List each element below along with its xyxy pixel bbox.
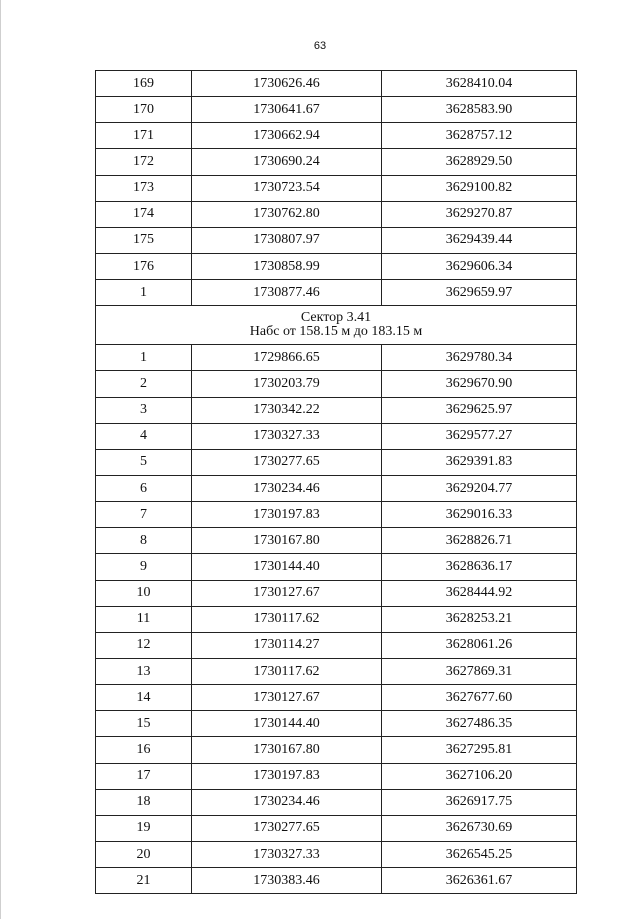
point-number: 11: [96, 606, 192, 632]
x-coordinate: 1730626.46: [192, 71, 382, 97]
table-section-bottom: [96, 345, 577, 894]
y-coordinate: 3628061.26: [382, 632, 577, 658]
table-row: [96, 253, 577, 279]
table-row: [96, 397, 577, 423]
table-row: [96, 528, 577, 554]
y-coordinate: 3629606.34: [382, 253, 577, 279]
table-row: [96, 815, 577, 841]
y-coordinate: 3629659.97: [382, 280, 577, 306]
x-coordinate: 1730858.99: [192, 253, 382, 279]
y-coordinate: 3629439.44: [382, 227, 577, 253]
y-coordinate: 3629670.90: [382, 371, 577, 397]
x-coordinate: 1730877.46: [192, 280, 382, 306]
table-row: [96, 371, 577, 397]
x-coordinate: 1730167.80: [192, 737, 382, 763]
point-number: 172: [96, 149, 192, 175]
sector-header: [96, 306, 577, 345]
y-coordinate: 3626361.67: [382, 868, 577, 894]
point-number: 171: [96, 123, 192, 149]
table-row: [96, 868, 577, 894]
point-number: 17: [96, 763, 192, 789]
point-number: 19: [96, 815, 192, 841]
point-number: 13: [96, 658, 192, 684]
table-row: [96, 71, 577, 97]
point-number: 12: [96, 632, 192, 658]
y-coordinate: 3628583.90: [382, 97, 577, 123]
page-number: 63: [313, 40, 327, 52]
y-coordinate: 3626917.75: [382, 789, 577, 815]
point-number: 6: [96, 475, 192, 501]
x-coordinate: 1730762.80: [192, 201, 382, 227]
x-coordinate: 1730197.83: [192, 763, 382, 789]
x-coordinate: 1730342.22: [192, 397, 382, 423]
table-section-top: [96, 71, 577, 306]
x-coordinate: 1730234.46: [192, 789, 382, 815]
table-row: [96, 123, 577, 149]
table-row: [96, 449, 577, 475]
point-number: 20: [96, 841, 192, 867]
x-coordinate: 1730114.27: [192, 632, 382, 658]
x-coordinate: 1730167.80: [192, 528, 382, 554]
y-coordinate: 3627869.31: [382, 658, 577, 684]
point-number: 10: [96, 580, 192, 606]
table-row: [96, 502, 577, 528]
point-number: 173: [96, 175, 192, 201]
point-number: 8: [96, 528, 192, 554]
point-number: 1: [96, 280, 192, 306]
y-coordinate: 3628757.12: [382, 123, 577, 149]
table-row: [96, 345, 577, 371]
y-coordinate: 3626730.69: [382, 815, 577, 841]
table-row: [96, 841, 577, 867]
y-coordinate: 3628253.21: [382, 606, 577, 632]
y-coordinate: 3629780.34: [382, 345, 577, 371]
x-coordinate: 1730723.54: [192, 175, 382, 201]
table-row: [96, 175, 577, 201]
y-coordinate: 3629100.82: [382, 175, 577, 201]
page-edge: [0, 0, 1, 919]
y-coordinate: 3629270.87: [382, 201, 577, 227]
point-number: 16: [96, 737, 192, 763]
point-number: 169: [96, 71, 192, 97]
point-number: 170: [96, 97, 192, 123]
point-number: 4: [96, 423, 192, 449]
x-coordinate: 1730127.67: [192, 685, 382, 711]
y-coordinate: 3628929.50: [382, 149, 577, 175]
point-number: 14: [96, 685, 192, 711]
table-row: [96, 711, 577, 737]
table-row: [96, 554, 577, 580]
table-row: [96, 280, 577, 306]
sector-title: Сектор 3.41: [300, 310, 372, 326]
x-coordinate: 1730277.65: [192, 449, 382, 475]
point-number: 175: [96, 227, 192, 253]
x-coordinate: 1730690.24: [192, 149, 382, 175]
table-row: [96, 658, 577, 684]
x-coordinate: 1730277.65: [192, 815, 382, 841]
table-row: [96, 227, 577, 253]
x-coordinate: 1729866.65: [192, 345, 382, 371]
y-coordinate: 3629577.27: [382, 423, 577, 449]
x-coordinate: 1730197.83: [192, 502, 382, 528]
y-coordinate: 3628444.92: [382, 580, 577, 606]
table-row: [96, 475, 577, 501]
x-coordinate: 1730383.46: [192, 868, 382, 894]
point-number: 5: [96, 449, 192, 475]
table-row: [96, 97, 577, 123]
y-coordinate: 3628636.17: [382, 554, 577, 580]
point-number: 7: [96, 502, 192, 528]
x-coordinate: 1730662.94: [192, 123, 382, 149]
point-number: 1: [96, 345, 192, 371]
point-number: 9: [96, 554, 192, 580]
x-coordinate: 1730203.79: [192, 371, 382, 397]
y-coordinate: 3628410.04: [382, 71, 577, 97]
y-coordinate: 3627486.35: [382, 711, 577, 737]
y-coordinate: 3629016.33: [382, 502, 577, 528]
x-coordinate: 1730327.33: [192, 841, 382, 867]
y-coordinate: 3628826.71: [382, 528, 577, 554]
y-coordinate: 3627677.60: [382, 685, 577, 711]
point-number: 18: [96, 789, 192, 815]
table-row: [96, 606, 577, 632]
table-row: [96, 632, 577, 658]
sector-cell: [96, 306, 577, 345]
x-coordinate: 1730327.33: [192, 423, 382, 449]
point-number: 15: [96, 711, 192, 737]
point-number: 2: [96, 371, 192, 397]
x-coordinate: 1730144.40: [192, 554, 382, 580]
y-coordinate: 3629391.83: [382, 449, 577, 475]
x-coordinate: 1730117.62: [192, 658, 382, 684]
table-row: [96, 685, 577, 711]
y-coordinate: 3629625.97: [382, 397, 577, 423]
point-number: 21: [96, 868, 192, 894]
table-row: [96, 789, 577, 815]
table-row: [96, 423, 577, 449]
table-row: [96, 763, 577, 789]
point-number: 174: [96, 201, 192, 227]
y-coordinate: 3627295.81: [382, 737, 577, 763]
x-coordinate: 1730807.97: [192, 227, 382, 253]
x-coordinate: 1730117.62: [192, 606, 382, 632]
point-number: 3: [96, 397, 192, 423]
x-coordinate: 1730641.67: [192, 97, 382, 123]
point-number: 176: [96, 253, 192, 279]
y-coordinate: 3627106.20: [382, 763, 577, 789]
table-row: [96, 737, 577, 763]
x-coordinate: 1730234.46: [192, 475, 382, 501]
table-row: [96, 149, 577, 175]
x-coordinate: 1730144.40: [192, 711, 382, 737]
sector-subtitle: Набс от 158.15 м до 183.15 м: [249, 324, 423, 340]
y-coordinate: 3629204.77: [382, 475, 577, 501]
x-coordinate: 1730127.67: [192, 580, 382, 606]
sector-row: [96, 306, 577, 345]
coordinates-table: [95, 70, 577, 894]
table-row: [96, 580, 577, 606]
y-coordinate: 3626545.25: [382, 841, 577, 867]
table-row: [96, 201, 577, 227]
